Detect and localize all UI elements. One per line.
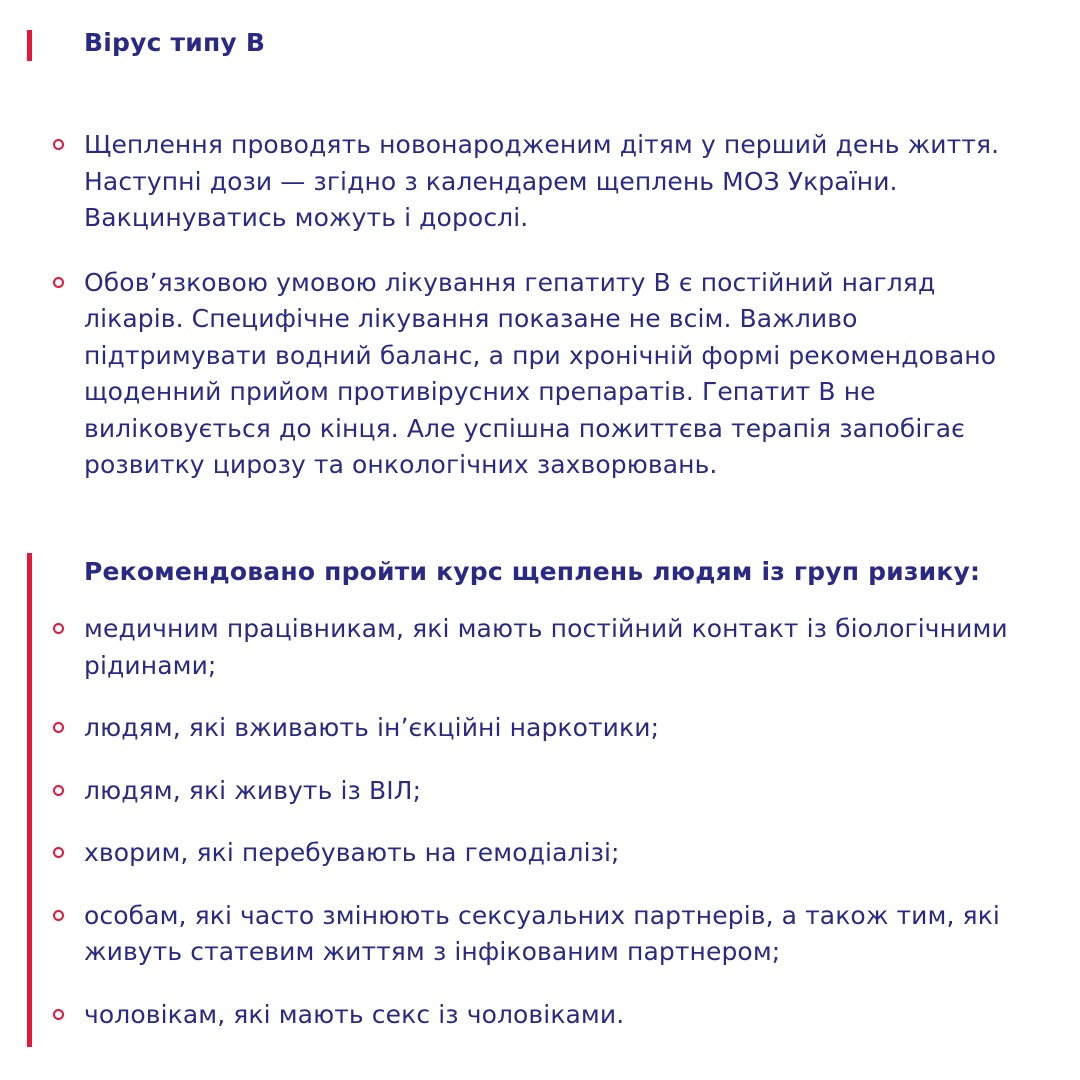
list-item-text: чоловікам, які мають секс із чоловіками. — [84, 999, 625, 1029]
list-item — [50, 997, 1040, 1034]
list-item — [50, 710, 1040, 747]
list-item — [50, 611, 1040, 684]
section-accent-bar — [27, 553, 32, 1047]
section-title-risk-groups: Рекомендовано пройти курс щеплень людям із груп ризику: — [84, 557, 981, 586]
circle-bullet-icon — [53, 139, 64, 150]
list-item-text: хворим, які перебувають на гемодіалізі; — [84, 838, 620, 867]
list-item-text: людям, які живуть із ВІЛ; — [84, 775, 422, 805]
circle-bullet-icon — [53, 847, 64, 858]
risk-groups-list — [50, 611, 1040, 1059]
circle-bullet-icon — [53, 277, 64, 288]
circle-bullet-icon — [53, 623, 64, 634]
section-title-virus-b: Вірус типу В — [84, 28, 266, 57]
list-item-text: особам, які часто змінюють сексуальних партнерів, а також тим, які живуть статевим життям з інфікованим партнером; — [84, 900, 1000, 966]
list-item — [50, 265, 1040, 484]
circle-bullet-icon — [53, 722, 64, 733]
list-item-text: Щеплення проводять новонародженим дітям у перший день життя. Наступні дози — згідно з календарем щеплень МОЗ України. Вакцинуватись можуть і дорослі. — [84, 130, 1000, 232]
circle-bullet-icon — [53, 910, 64, 921]
list-item — [50, 898, 1040, 971]
info-list — [50, 127, 1040, 512]
circle-bullet-icon — [53, 785, 64, 796]
list-item-text: Обовʼязковою умовою лікування гепатиту В є постійний нагляд лікарів. Специфічне лікування показане не всім. Важливо підтримувати водний баланс, а при хронічній формі рекомендовано щоденний прийом противірусних препаратів. Гепатит В не виліковується до кінця. Але успішна пожиттєва терапія запобігає розвитку цирозу та онкологічних захворювань. — [84, 267, 997, 479]
section-accent-bar — [27, 30, 32, 61]
list-item — [50, 773, 1040, 810]
list-item — [50, 835, 1040, 872]
list-item-text: медичним працівникам, які мають постійний контакт із біологічними рідинами; — [84, 614, 1008, 680]
list-item — [50, 127, 1040, 237]
circle-bullet-icon — [53, 1009, 64, 1020]
list-item-text: людям, які вживають інʼєкційні наркотики; — [84, 713, 660, 742]
